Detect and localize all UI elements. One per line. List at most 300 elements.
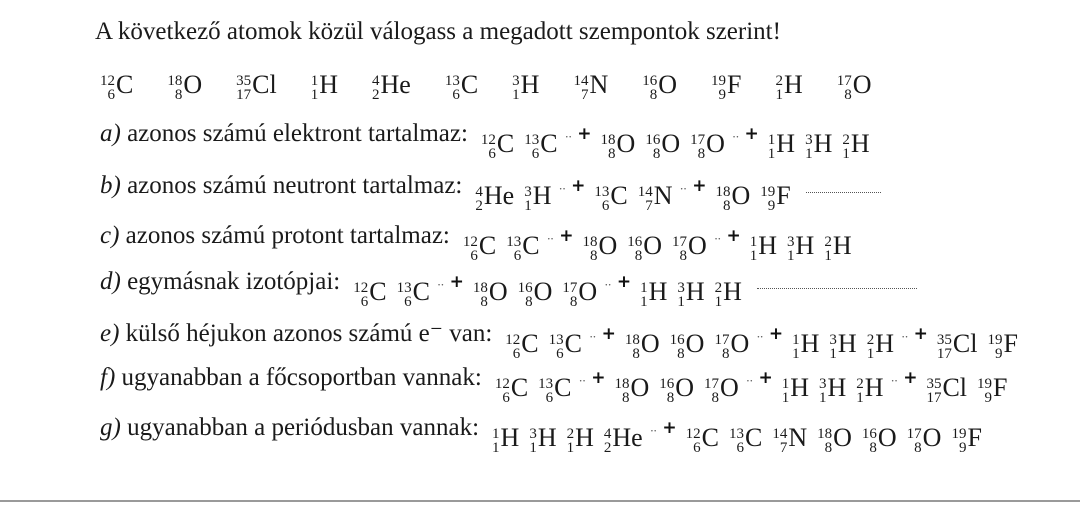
nuclide bbox=[524, 181, 552, 214]
element-symbol: He bbox=[612, 423, 643, 452]
mass-number: 14 bbox=[573, 73, 589, 89]
element-symbol: F bbox=[727, 70, 742, 99]
mass-number: 14 bbox=[772, 426, 788, 442]
question-label bbox=[100, 414, 479, 442]
atomic-number: 1 bbox=[749, 248, 758, 264]
mass-number: 13 bbox=[524, 132, 540, 148]
atomic-number: 8 bbox=[722, 198, 731, 214]
question-line bbox=[100, 120, 875, 160]
plus-separator: + bbox=[903, 368, 918, 388]
atomic-number: 2 bbox=[603, 440, 612, 456]
atomic-number: 6 bbox=[556, 346, 564, 362]
nuclide bbox=[480, 129, 515, 162]
nuclide bbox=[842, 129, 870, 162]
element-symbol: F bbox=[993, 373, 1008, 402]
nuclide bbox=[524, 129, 558, 162]
question-text: azonos számú neutront tartalmaz: bbox=[120, 172, 463, 199]
question-label bbox=[100, 318, 492, 348]
dotted-gap: ·· bbox=[713, 231, 721, 246]
plus-separator: + bbox=[758, 368, 773, 388]
question-letter: e) bbox=[100, 320, 120, 347]
dotted-gap: ·· bbox=[649, 423, 657, 438]
nuclide bbox=[167, 70, 203, 103]
atomic-number: 1 bbox=[310, 87, 319, 103]
element-symbol: N bbox=[788, 423, 808, 452]
element-symbol: H bbox=[532, 181, 552, 210]
answer-blank bbox=[757, 287, 917, 289]
element-symbol: O bbox=[706, 129, 725, 158]
nuclide bbox=[659, 373, 694, 406]
mass-number: 4 bbox=[475, 184, 483, 200]
element-symbol: C bbox=[522, 231, 540, 260]
atomic-number: 2 bbox=[475, 198, 483, 214]
element-symbol: H bbox=[319, 70, 338, 99]
atomic-number: 1 bbox=[787, 248, 795, 264]
nuclide bbox=[951, 423, 982, 456]
mass-number: 17 bbox=[672, 234, 688, 250]
mass-number: 3 bbox=[524, 184, 532, 200]
element-symbol: O bbox=[533, 277, 553, 306]
element-symbol: O bbox=[731, 181, 751, 210]
nuclide bbox=[866, 329, 894, 362]
question-text: azonos számú elektront tartalmaz: bbox=[120, 120, 468, 147]
atomic-number: 1 bbox=[818, 390, 827, 406]
element-symbol: O bbox=[661, 129, 681, 158]
question-text: ugyanabban a periódusban vannak: bbox=[120, 414, 480, 441]
mass-number: 3 bbox=[787, 234, 795, 250]
atomic-number: 6 bbox=[360, 294, 369, 310]
mass-number: 18 bbox=[582, 234, 598, 250]
question-letter: d) bbox=[100, 268, 121, 295]
nuclide bbox=[714, 329, 750, 362]
mass-number: 16 bbox=[645, 132, 661, 148]
element-symbol: C bbox=[510, 373, 529, 402]
element-symbol: O bbox=[688, 231, 707, 260]
atomic-number: 6 bbox=[488, 146, 496, 162]
atomic-number: 1 bbox=[805, 146, 813, 162]
mass-number: 2 bbox=[856, 376, 864, 392]
element-symbol: C bbox=[564, 329, 582, 358]
dotted-gap: ·· bbox=[604, 277, 611, 292]
element-symbol: H bbox=[500, 423, 520, 452]
element-symbol: O bbox=[730, 329, 750, 358]
element-symbol: H bbox=[800, 329, 820, 358]
atomic-number: 1 bbox=[529, 440, 537, 456]
atomic-number: 1 bbox=[492, 440, 500, 456]
atomic-number: 7 bbox=[779, 440, 788, 456]
plus-separator: + bbox=[449, 272, 464, 292]
element-symbol: O bbox=[598, 231, 618, 260]
mass-number: 19 bbox=[951, 426, 967, 442]
element-symbol: O bbox=[852, 70, 872, 99]
nuclide bbox=[492, 423, 520, 456]
mass-number: 17 bbox=[704, 376, 719, 392]
question-text: azonos számú protont tartalmaz: bbox=[119, 222, 450, 249]
atomic-number: 8 bbox=[589, 248, 598, 264]
atomic-number: 1 bbox=[767, 146, 776, 162]
atomic-number: 17 bbox=[936, 346, 952, 362]
mass-number: 1 bbox=[492, 426, 500, 442]
mass-number: 19 bbox=[987, 332, 1003, 348]
element-symbol: C bbox=[369, 277, 387, 306]
nuclide bbox=[529, 423, 557, 456]
atomic-number: 1 bbox=[856, 390, 864, 406]
mass-number: 16 bbox=[659, 376, 675, 392]
mass-number: 12 bbox=[505, 332, 521, 348]
nuclide bbox=[494, 373, 529, 406]
atomic-number: 1 bbox=[775, 87, 783, 103]
nuclide bbox=[672, 231, 707, 264]
nuclide bbox=[704, 373, 739, 406]
element-symbol: O bbox=[675, 373, 694, 402]
atomic-number: 9 bbox=[994, 346, 1003, 362]
nuclide bbox=[715, 181, 751, 214]
element-symbol: F bbox=[1003, 329, 1018, 358]
mass-number: 17 bbox=[714, 332, 730, 348]
mass-number: 4 bbox=[603, 426, 612, 442]
element-symbol: O bbox=[640, 329, 660, 358]
mass-number: 35 bbox=[236, 73, 252, 89]
atomic-number: 8 bbox=[174, 87, 183, 103]
atomic-number: 8 bbox=[608, 146, 616, 162]
nuclide bbox=[603, 423, 643, 456]
nuclide bbox=[517, 277, 553, 310]
nuclide bbox=[669, 329, 705, 362]
atomic-number: 8 bbox=[649, 87, 658, 103]
atomic-number: 8 bbox=[869, 440, 877, 456]
plus-separator: + bbox=[768, 324, 784, 344]
nuclide bbox=[829, 329, 857, 362]
nuclide bbox=[645, 129, 681, 162]
question-label bbox=[100, 268, 340, 296]
nuclide bbox=[236, 70, 277, 103]
atomic-number: 6 bbox=[404, 294, 412, 310]
atomic-number: 6 bbox=[470, 248, 478, 264]
nuclide bbox=[728, 423, 763, 456]
element-symbol: O bbox=[720, 373, 739, 402]
element-symbol: C bbox=[460, 70, 479, 99]
element-symbol: Cl bbox=[952, 329, 978, 358]
element-symbol: H bbox=[813, 129, 833, 158]
mass-number: 12 bbox=[494, 376, 510, 392]
nuclide bbox=[926, 373, 968, 406]
element-symbol: O bbox=[877, 423, 897, 452]
mass-number: 18 bbox=[472, 280, 488, 296]
mass-number: 18 bbox=[167, 73, 183, 89]
mass-number: 2 bbox=[842, 132, 850, 148]
atomic-number: 1 bbox=[824, 248, 832, 264]
nuclide bbox=[548, 329, 582, 362]
mass-number: 2 bbox=[866, 332, 875, 348]
element-symbol: O bbox=[630, 373, 650, 402]
nuclide bbox=[772, 423, 808, 456]
element-symbol: C bbox=[701, 423, 719, 452]
atom-list bbox=[100, 70, 894, 110]
element-symbol: O bbox=[833, 423, 852, 452]
mass-number: 12 bbox=[100, 73, 115, 89]
atomic-number: 1 bbox=[714, 294, 723, 310]
mass-number: 4 bbox=[371, 73, 380, 89]
nuclide bbox=[475, 181, 515, 214]
plus-separator: + bbox=[571, 176, 586, 196]
element-symbol: O bbox=[922, 423, 942, 452]
plus-separator: + bbox=[913, 324, 928, 344]
mass-number: 12 bbox=[480, 132, 496, 148]
atomic-number: 6 bbox=[452, 87, 460, 103]
element-symbol: C bbox=[521, 329, 539, 358]
element-symbol: H bbox=[685, 277, 705, 306]
question-line bbox=[100, 414, 987, 454]
nuclide bbox=[760, 181, 791, 214]
nuclide bbox=[624, 329, 660, 362]
dotted-gap: ·· bbox=[564, 129, 572, 144]
plus-separator: + bbox=[591, 368, 606, 388]
atomic-number: 8 bbox=[914, 440, 922, 456]
nuclide bbox=[100, 70, 134, 103]
element-symbol: H bbox=[776, 129, 796, 158]
element-symbol: H bbox=[864, 373, 884, 402]
question-line bbox=[100, 268, 917, 308]
atomic-number: 8 bbox=[652, 146, 661, 162]
question-label bbox=[100, 222, 450, 250]
atomic-number: 9 bbox=[718, 87, 726, 103]
element-symbol: N bbox=[589, 70, 609, 99]
atomic-number: 6 bbox=[513, 248, 522, 264]
nuclide bbox=[614, 373, 650, 406]
nuclide bbox=[685, 423, 719, 456]
atomic-number: 1 bbox=[792, 346, 800, 362]
element-symbol: O bbox=[643, 231, 663, 260]
nuclide bbox=[640, 277, 668, 310]
atomic-number: 6 bbox=[107, 87, 115, 103]
mass-number: 1 bbox=[749, 234, 758, 250]
nuclide bbox=[690, 129, 725, 162]
element-symbol: C bbox=[412, 277, 430, 306]
nuclide bbox=[637, 181, 673, 214]
mass-number: 1 bbox=[792, 332, 800, 348]
atomic-number: 6 bbox=[545, 390, 554, 406]
element-symbol: O bbox=[183, 70, 203, 99]
question-letter: f) bbox=[100, 364, 116, 391]
mass-number: 18 bbox=[624, 332, 640, 348]
mass-number: 12 bbox=[353, 280, 369, 296]
dotted-gap: ·· bbox=[890, 373, 898, 388]
mass-number: 13 bbox=[506, 234, 522, 250]
nuclide bbox=[538, 373, 572, 406]
atomic-number: 8 bbox=[634, 248, 643, 264]
nuclide bbox=[824, 231, 852, 264]
element-symbol: H bbox=[795, 231, 815, 260]
element-symbol: H bbox=[827, 373, 847, 402]
atomic-number: 8 bbox=[824, 440, 833, 456]
atomic-number: 7 bbox=[580, 87, 589, 103]
nuclide bbox=[310, 70, 338, 103]
element-symbol: Cl bbox=[942, 373, 968, 402]
mass-number: 12 bbox=[462, 234, 478, 250]
mass-number: 18 bbox=[715, 184, 731, 200]
atomic-number: 6 bbox=[502, 390, 510, 406]
dotted-gap: ·· bbox=[546, 231, 554, 246]
mass-number: 3 bbox=[805, 132, 813, 148]
nuclide bbox=[505, 329, 539, 362]
atomic-number: 6 bbox=[512, 346, 521, 362]
element-symbol: C bbox=[554, 373, 572, 402]
nuclide bbox=[906, 423, 942, 456]
atomic-number: 6 bbox=[531, 146, 540, 162]
atomic-number: 7 bbox=[645, 198, 653, 214]
mass-number: 17 bbox=[836, 73, 852, 89]
element-symbol: H bbox=[758, 231, 778, 260]
plus-separator: + bbox=[744, 124, 759, 144]
question-letter: g) bbox=[100, 414, 121, 441]
element-symbol: O bbox=[685, 329, 705, 358]
question-letter: a) bbox=[100, 120, 121, 147]
element-symbol: H bbox=[648, 277, 668, 306]
atomic-number: 2 bbox=[371, 87, 380, 103]
question-line bbox=[100, 364, 1013, 404]
mass-number: 2 bbox=[566, 426, 575, 442]
nuclide bbox=[775, 70, 803, 103]
element-symbol: H bbox=[837, 329, 857, 358]
dotted-gap: ·· bbox=[756, 329, 763, 344]
nuclide bbox=[444, 70, 479, 103]
element-symbol: C bbox=[478, 231, 497, 260]
mass-number: 16 bbox=[517, 280, 533, 296]
mass-number: 13 bbox=[594, 184, 610, 200]
question-label bbox=[100, 120, 468, 148]
worksheet-title: A következő atomok közül válogass a megadott szempontok szerint! bbox=[95, 18, 781, 45]
mass-number: 13 bbox=[728, 426, 744, 442]
mass-number: 13 bbox=[548, 332, 564, 348]
atomic-number: 1 bbox=[866, 346, 875, 362]
nuclide bbox=[600, 129, 636, 162]
element-symbol: C bbox=[610, 181, 628, 210]
dotted-gap: ·· bbox=[436, 277, 444, 292]
mass-number: 2 bbox=[714, 280, 723, 296]
mass-number: 17 bbox=[690, 132, 706, 148]
question-letter: b) bbox=[100, 172, 121, 199]
nuclide bbox=[987, 329, 1018, 362]
element-symbol: F bbox=[776, 181, 791, 210]
atomic-number: 1 bbox=[829, 346, 837, 362]
nuclide bbox=[861, 423, 897, 456]
mass-number: 18 bbox=[614, 376, 630, 392]
nuclide bbox=[371, 70, 411, 103]
mass-number: 17 bbox=[906, 426, 922, 442]
atomic-number: 8 bbox=[632, 346, 640, 362]
mass-number: 19 bbox=[711, 73, 726, 89]
element-symbol: O bbox=[658, 70, 677, 99]
nuclide bbox=[562, 277, 598, 310]
nuclide bbox=[767, 129, 796, 162]
mass-number: 16 bbox=[627, 234, 643, 250]
mass-number: 13 bbox=[538, 376, 554, 392]
mass-number: 35 bbox=[926, 376, 942, 392]
atomic-number: 8 bbox=[844, 87, 852, 103]
question-label bbox=[100, 364, 482, 392]
nuclide bbox=[749, 231, 778, 264]
element-symbol: H bbox=[723, 277, 742, 306]
mass-number: 18 bbox=[600, 132, 616, 148]
element-symbol: He bbox=[483, 181, 515, 210]
plus-separator: + bbox=[577, 124, 592, 144]
mass-number: 3 bbox=[677, 280, 685, 296]
plus-separator: + bbox=[726, 226, 741, 246]
nuclide bbox=[856, 373, 884, 406]
element-symbol: C bbox=[116, 70, 134, 99]
mass-number: 35 bbox=[936, 332, 952, 348]
nuclide bbox=[582, 231, 618, 264]
nuclide bbox=[677, 277, 705, 310]
nuclide bbox=[781, 373, 809, 406]
nuclide bbox=[462, 231, 497, 264]
dotted-gap: ·· bbox=[588, 329, 596, 344]
element-symbol: Cl bbox=[252, 70, 277, 99]
atomic-number: 9 bbox=[767, 198, 776, 214]
nuclide bbox=[472, 277, 508, 310]
mass-number: 3 bbox=[829, 332, 837, 348]
nuclide bbox=[805, 129, 833, 162]
mass-number: 18 bbox=[817, 426, 833, 442]
plus-separator: + bbox=[601, 324, 616, 344]
nuclide bbox=[506, 231, 540, 264]
mass-number: 3 bbox=[529, 426, 537, 442]
mass-number: 19 bbox=[977, 376, 993, 392]
element-symbol: O bbox=[578, 277, 598, 306]
nuclide bbox=[818, 373, 847, 406]
mass-number: 16 bbox=[861, 426, 877, 442]
atomic-number: 8 bbox=[666, 390, 675, 406]
dotted-gap: ·· bbox=[558, 181, 566, 196]
element-symbol: O bbox=[616, 129, 636, 158]
nuclide bbox=[817, 423, 852, 456]
nuclide bbox=[573, 70, 609, 103]
element-symbol: He bbox=[380, 70, 411, 99]
page-bottom-divider bbox=[0, 500, 1080, 502]
mass-number: 2 bbox=[824, 234, 832, 250]
dotted-gap: ·· bbox=[900, 329, 908, 344]
nuclide bbox=[787, 231, 815, 264]
element-symbol: C bbox=[496, 129, 515, 158]
question-line bbox=[100, 172, 881, 212]
question-label bbox=[100, 172, 462, 200]
element-symbol: H bbox=[875, 329, 894, 358]
dotted-gap: ·· bbox=[745, 373, 753, 388]
atomic-number: 8 bbox=[480, 294, 488, 310]
atomic-number: 1 bbox=[640, 294, 648, 310]
nuclide bbox=[977, 373, 1008, 406]
plus-separator: + bbox=[692, 176, 707, 196]
atomic-number: 17 bbox=[236, 87, 252, 103]
mass-number: 1 bbox=[310, 73, 319, 89]
mass-number: 1 bbox=[767, 132, 776, 148]
plus-separator: + bbox=[662, 418, 677, 438]
atomic-number: 6 bbox=[736, 440, 744, 456]
element-symbol: H bbox=[537, 423, 557, 452]
atomic-number: 8 bbox=[697, 146, 706, 162]
atomic-number: 9 bbox=[958, 440, 967, 456]
atomic-number: 1 bbox=[677, 294, 685, 310]
element-symbol: H bbox=[783, 70, 803, 99]
question-text: ugyanabban a főcsoportban vannak: bbox=[115, 364, 482, 391]
nuclide bbox=[396, 277, 430, 310]
mass-number: 1 bbox=[781, 376, 790, 392]
mass-number: 13 bbox=[444, 73, 460, 89]
atomic-number: 8 bbox=[621, 390, 630, 406]
mass-number: 14 bbox=[637, 184, 653, 200]
atomic-number: 6 bbox=[601, 198, 610, 214]
mass-number: 17 bbox=[562, 280, 578, 296]
